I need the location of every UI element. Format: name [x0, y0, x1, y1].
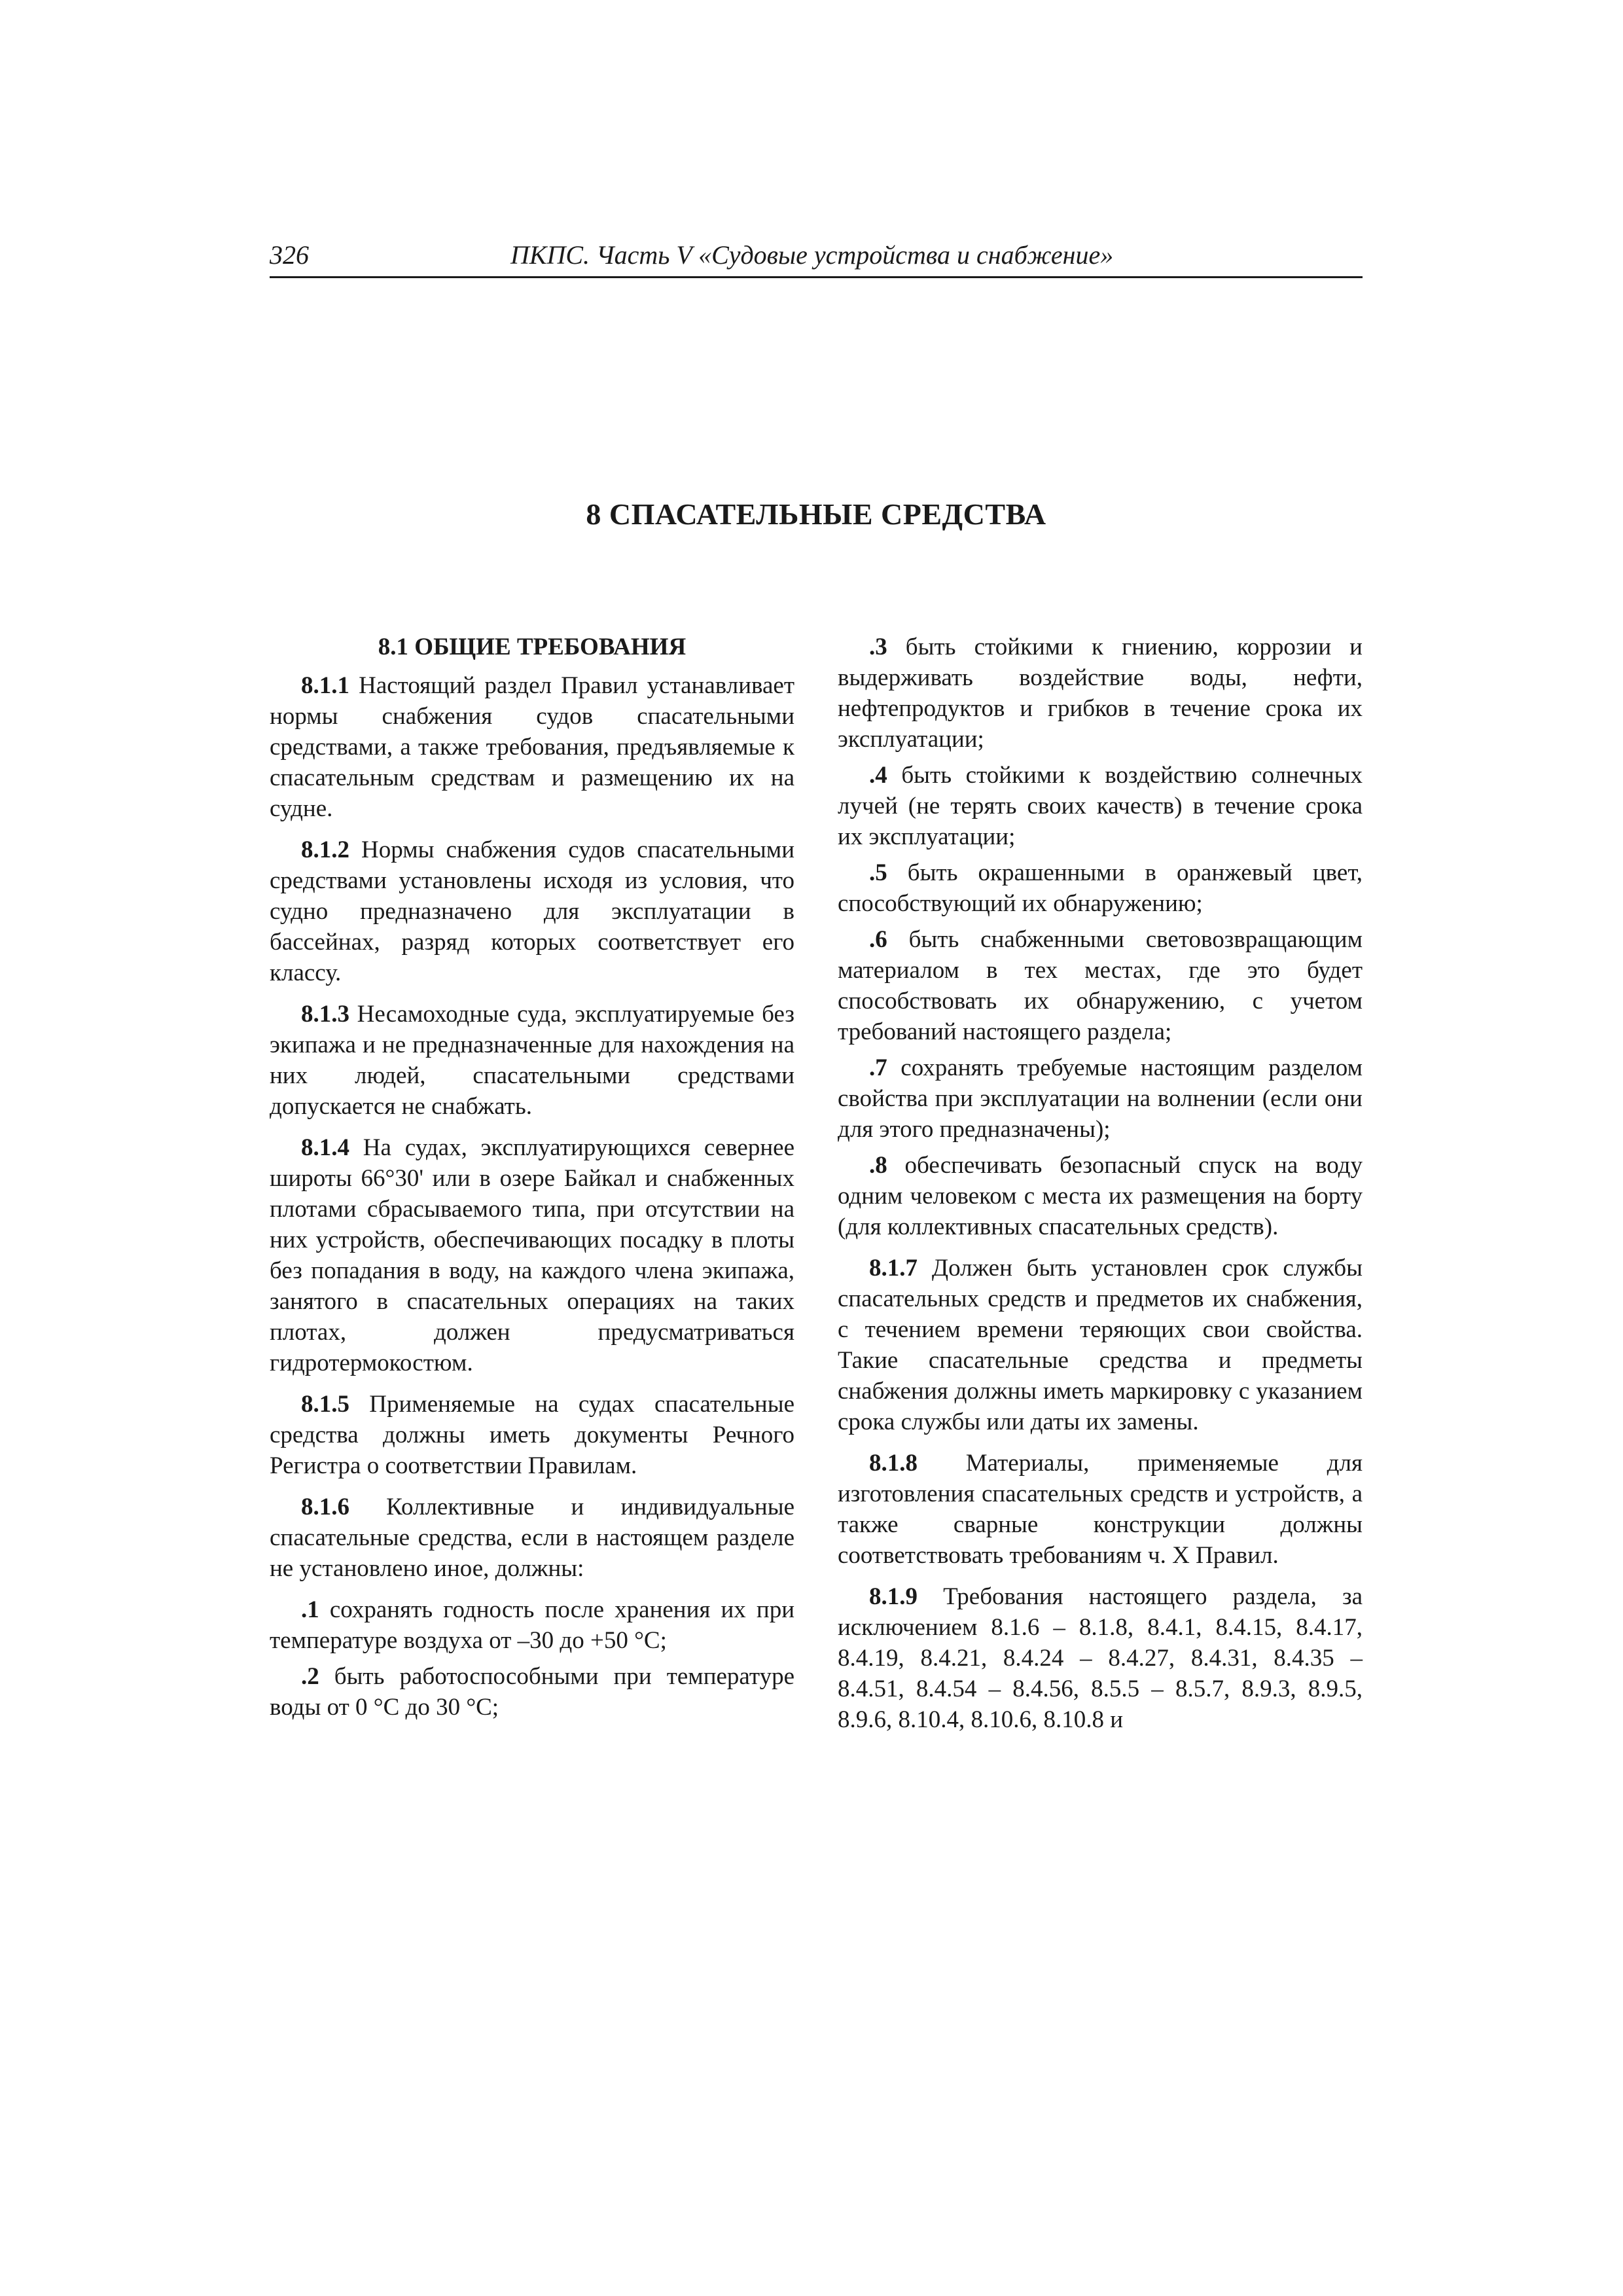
chapter-title: 8 СПАСАТЕЛЬНЫЕ СРЕДСТВА [586, 497, 1046, 531]
item-text: сохранять требуемые настоящим разделом свойства при эксплуатации на волнении (если они для этого предназначены); [838, 1054, 1363, 1143]
paragraph-text: Материалы, применяемые для изготовления спасательных средств и устройств, а также сварные конструкции должны соответствовать требованиям ч. X Правил. [838, 1450, 1363, 1569]
list-item-6 [838, 924, 1363, 1047]
list-item-4 [838, 760, 1363, 852]
section-title: 8.1 ОБЩИЕ ТРЕБОВАНИЯ [378, 634, 687, 660]
left-column [270, 632, 794, 1728]
paragraph-8-1-3 [270, 999, 794, 1122]
paragraph-8-1-4 [270, 1132, 794, 1378]
paragraph-number: 8.1.6 [301, 1494, 349, 1520]
paragraph-number: 8.1.7 [869, 1255, 918, 1282]
list-item-8 [838, 1150, 1363, 1242]
running-title: ПКПС. Часть V «Судовые устройства и снабжение» [510, 240, 1114, 270]
page-number: 326 [270, 240, 309, 270]
item-number: .8 [869, 1152, 887, 1179]
item-text: быть снабженными световозвращающим материалом в тех местах, где это будет способствовать их обнаружению, с учетом требований настоящего раздела; [838, 926, 1363, 1045]
paragraph-8-1-1 [270, 670, 794, 824]
item-text: быть стойкими к гниению, коррозии и выдерживать воздействие воды, нефти, нефтепродуктов и грибков в течение срока их эксплуатации; [838, 634, 1363, 753]
paragraph-number: 8.1.8 [869, 1450, 918, 1477]
page-header [270, 240, 1363, 278]
paragraph-number: 8.1.9 [869, 1583, 918, 1610]
paragraph-text: Коллективные и индивидуальные спасательные средства, если в настоящем разделе не установлено иное, должны: [270, 1494, 794, 1582]
list-item-2 [270, 1661, 794, 1723]
paragraph-8-1-9 [838, 1581, 1363, 1735]
item-number: .1 [301, 1596, 319, 1623]
paragraph-number: 8.1.3 [301, 1001, 349, 1028]
paragraph-number: 8.1.4 [301, 1134, 349, 1161]
paragraph-number: 8.1.1 [301, 672, 349, 699]
paragraph-8-1-7 [838, 1253, 1363, 1437]
item-number: .3 [869, 634, 887, 660]
paragraph-number: 8.1.5 [301, 1391, 349, 1418]
paragraph-text: Настоящий раздел Правил устанавливает нормы снабжения судов спасательными средствами, а также требования, предъявляемые к спасательным средствам и размещению их на судне. [270, 672, 794, 822]
list-item-1 [270, 1594, 794, 1656]
paragraph-text: Нормы снабжения судов спасательными средствами установлены исходя из условия, что судно предназначено для эксплуатации в бассейнах, разряд которых соответствует его классу. [270, 836, 794, 986]
paragraph-text: Применяемые на судах спасательные средства должны иметь документы Речного Регистра о соответствии Правилам. [270, 1391, 794, 1479]
item-text: быть стойкими к воздействию солнечных лучей (не терять своих качеств) в течение срока их эксплуатации; [838, 762, 1363, 850]
item-text: обеспечивать безопасный спуск на воду одним человеком с места их размещения на борту (для коллективных спасательных средств). [838, 1152, 1363, 1240]
item-number: .7 [869, 1054, 887, 1081]
paragraph-text: Требования настоящего раздела, за исключением 8.1.6 – 8.1.8, 8.4.1, 8.4.15, 8.4.17, 8.4.19, 8.4.21, 8.4.24 – 8.4.27, 8.4.31, 8.4.35 – 8.4.51, 8.4.54 – 8.4.56, 8.5.5 – 8.5.7, 8.9.3, 8.9.5, 8.9.6, 8.10.4, 8.10.6, 8.10.8 и [838, 1583, 1363, 1733]
list-item-3 [838, 632, 1363, 755]
paragraph-text: Должен быть установлен срок службы спасательных средств и предметов их снабжения, с течением времени теряющих свои свойства. Такие спасательные средства и предметы снабжения должны иметь маркировку с указанием срока службы или даты их замены. [838, 1255, 1363, 1435]
paragraph-number: 8.1.2 [301, 836, 349, 863]
item-text: быть окрашенными в оранжевый цвет, способствующий их обнаружению; [838, 859, 1363, 917]
right-column [838, 632, 1363, 1746]
item-number: .5 [869, 859, 887, 886]
item-number: .2 [301, 1663, 319, 1690]
item-text: сохранять годность после хранения их при температуре воздуха от –30 до +50 °С; [270, 1596, 794, 1654]
paragraph-8-1-5 [270, 1389, 794, 1481]
paragraph-text: Несамоходные суда, эксплуатируемые без экипажа и не предназначенные для нахождения на них людей, спасательными средствами допускается не снабжать. [270, 1001, 794, 1120]
item-number: .6 [869, 926, 887, 953]
paragraph-8-1-6 [270, 1492, 794, 1584]
list-item-7 [838, 1052, 1363, 1145]
paragraph-8-1-2 [270, 834, 794, 988]
list-item-5 [838, 857, 1363, 919]
item-number: .4 [869, 762, 887, 789]
paragraph-text: На судах, эксплуатирующихся севернее широты 66°30' или в озере Байкал и снабженных плотами сбрасываемого типа, при отсутствии на них устройств, обеспечивающих посадку в плоты без попадания в воду, на каждого члена экипажа, занятого в спасательных операциях на таких плотах, должен предусматриваться гидротермокостюм. [270, 1134, 794, 1376]
item-text: быть работоспособными при температуре воды от 0 °С до 30 °С; [270, 1663, 794, 1721]
paragraph-8-1-8 [838, 1448, 1363, 1571]
